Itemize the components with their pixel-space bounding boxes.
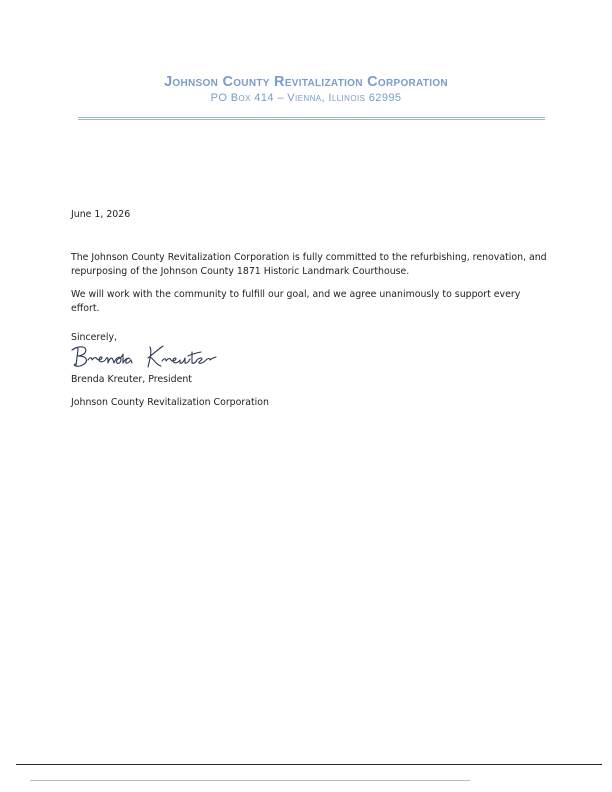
handwritten-signature [68, 341, 238, 373]
letter-date: June 1, 2026 [71, 209, 131, 220]
signer-name-title: Brenda Kreuter, President [71, 374, 192, 385]
organization-name: Johnson County Revitalization Corporation [164, 74, 448, 90]
footer-faint-line [30, 780, 470, 781]
letterhead [0, 72, 612, 105]
footer-divider [16, 764, 602, 765]
letter-paragraph-1: The Johnson County Revitalization Corporation is fully committed to the refurbishing, renovation, and repurposing of the Johnson County 1871 Historic Landmark Courthouse. [71, 252, 547, 277]
signer-organization: Johnson County Revitalization Corporation [71, 397, 269, 408]
organization-address: PO Box 414 – Vienna, Illinois 62995 [210, 92, 402, 104]
letter-paragraph-2: We will work with the community to fulfill our goal, and we agree unanimously to support every effort. [71, 289, 521, 314]
letter-closing: Sincerely, [71, 332, 117, 343]
letterhead-divider [78, 117, 545, 120]
